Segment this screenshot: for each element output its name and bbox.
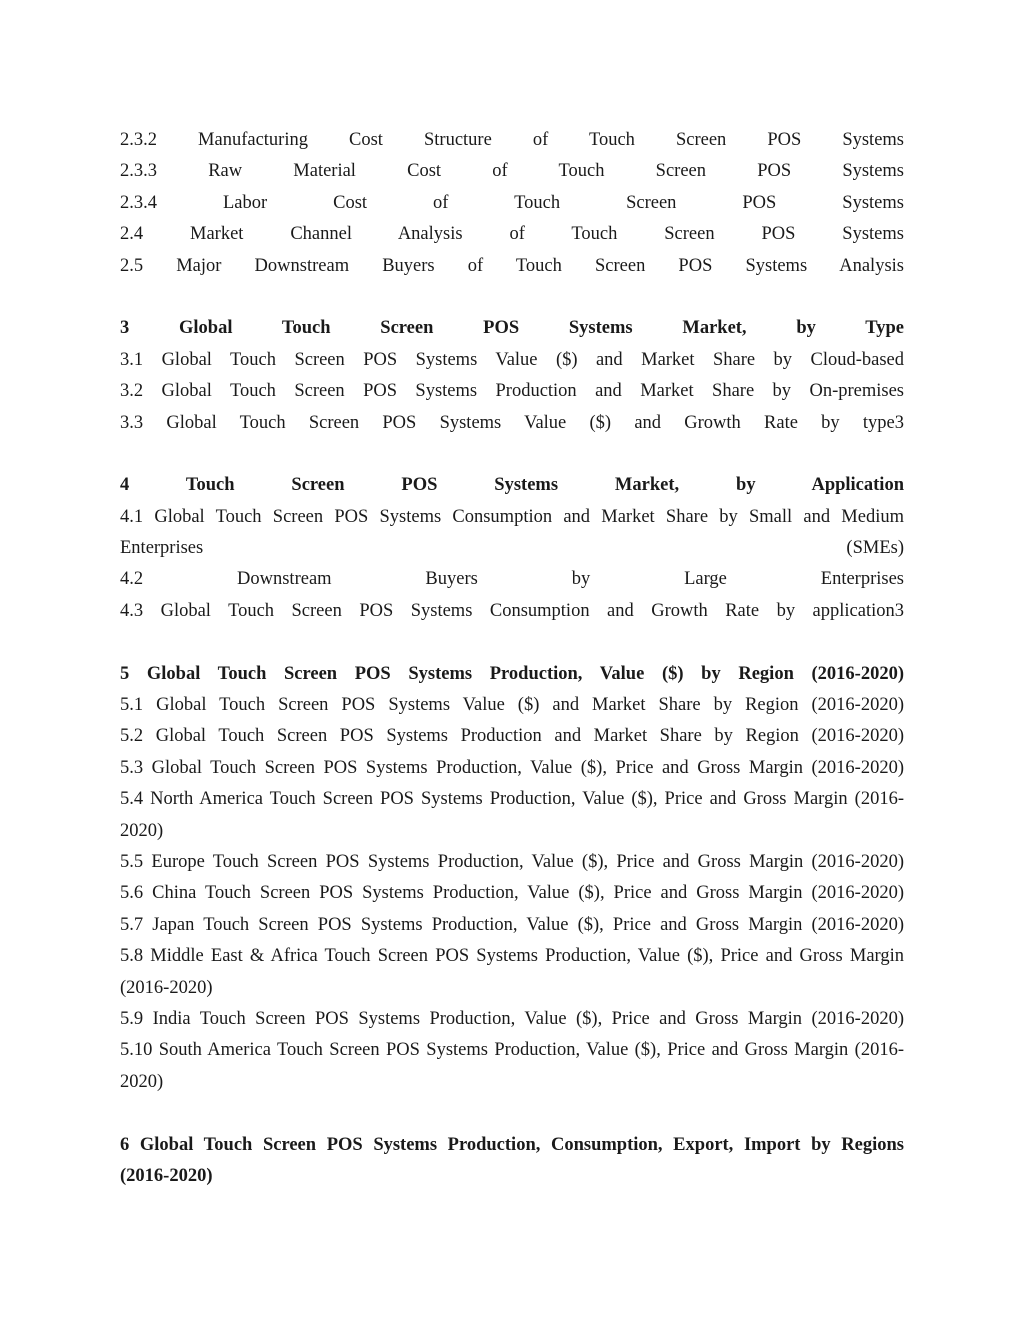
toc-entry: 2.3.3 Raw Material Cost of Touch Screen POS Systems	[120, 161, 904, 182]
section-heading-continuation: (2016-2020)	[120, 1165, 213, 1186]
toc-entry: 5.1 Global Touch Screen POS Systems Value ($) and Market Share by Region (2016-2020)	[120, 695, 904, 716]
toc-entry: 3.1 Global Touch Screen POS Systems Value ($) and Market Share by Cloud-based	[120, 349, 904, 370]
toc-entry-continuation: 2020)	[120, 1071, 164, 1092]
toc-entry: 4.2 Downstream Buyers by Large Enterprises	[120, 569, 904, 590]
toc-content	[120, 125, 904, 1192]
toc-entry: 5.2 Global Touch Screen POS Systems Production and Market Share by Region (2016-2020)	[120, 726, 904, 747]
toc-entry: 2.5 Major Downstream Buyers of Touch Screen POS Systems Analysis	[120, 255, 904, 276]
toc-entry-continuation: Enterprises (SMEs)	[120, 538, 904, 559]
toc-entry: 5.10 South America Touch Screen POS Systems Production, Value ($), Price and Gross Margin (2016-	[120, 1040, 904, 1061]
toc-entry: 4.3 Global Touch Screen POS Systems Consumption and Growth Rate by application3	[120, 600, 904, 621]
toc-entry: 5.5 Europe Touch Screen POS Systems Production, Value ($), Price and Gross Margin (2016-2020)	[120, 851, 904, 872]
toc-entry-continuation: 2020)	[120, 820, 164, 841]
toc-entry: 5.6 China Touch Screen POS Systems Production, Value ($), Price and Gross Margin (2016-2020)	[120, 883, 904, 904]
toc-entry: 2.3.2 Manufacturing Cost Structure of Touch Screen POS Systems	[120, 130, 904, 150]
toc-entry: 2.3.4 Labor Cost of Touch Screen POS Systems	[120, 192, 904, 213]
section-heading: 6 Global Touch Screen POS Systems Production, Consumption, Export, Import by Regions	[120, 1134, 904, 1155]
toc-entry: 5.9 India Touch Screen POS Systems Production, Value ($), Price and Gross Margin (2016-2020)	[120, 1008, 904, 1029]
section-heading: 5 Global Touch Screen POS Systems Production, Value ($) by Region (2016-2020)	[120, 663, 904, 684]
section-heading: 4 Touch Screen POS Systems Market, by Application	[120, 475, 904, 496]
section-heading: 3 Global Touch Screen POS Systems Market, by Type	[120, 318, 904, 339]
toc-entry: 2.4 Market Channel Analysis of Touch Screen POS Systems	[120, 224, 904, 245]
toc-entry: 3.2 Global Touch Screen POS Systems Production and Market Share by On-premises	[120, 381, 904, 402]
toc-entry: 5.8 Middle East & Africa Touch Screen POS Systems Production, Value ($), Price and Gross Margin	[120, 946, 904, 967]
toc-entry: 4.1 Global Touch Screen POS Systems Consumption and Market Share by Small and Medium	[120, 506, 904, 527]
toc-entry: 5.7 Japan Touch Screen POS Systems Production, Value ($), Price and Gross Margin (2016-2020)	[120, 914, 904, 935]
toc-entry: 5.4 North America Touch Screen POS Systems Production, Value ($), Price and Gross Margin (2016-	[120, 789, 904, 810]
toc-entry: 5.3 Global Touch Screen POS Systems Production, Value ($), Price and Gross Margin (2016-2020)	[120, 757, 904, 778]
toc-entry: 3.3 Global Touch Screen POS Systems Value ($) and Growth Rate by type3	[120, 412, 904, 433]
toc-entry-continuation: (2016-2020)	[120, 977, 213, 998]
